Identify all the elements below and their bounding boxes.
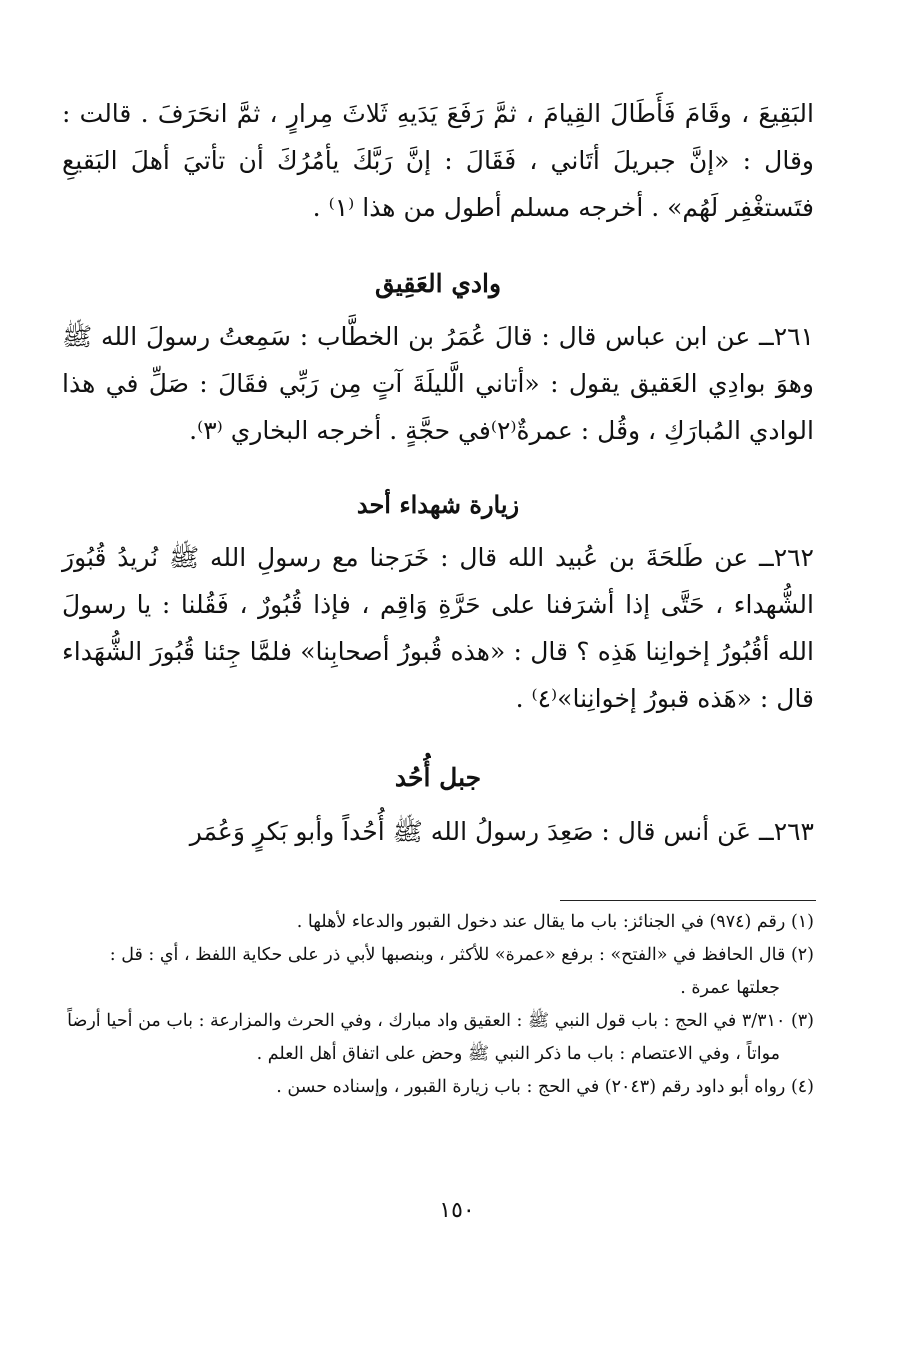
hadith-number: ٢٦١ــ [759, 322, 814, 351]
footnote-marker: (١) [790, 912, 814, 932]
footnote-1 [62, 906, 814, 939]
section-heading-shuhada-uhud: زيارة شهداء أحد [356, 490, 520, 519]
page-number: ١٥٠ [439, 1198, 475, 1223]
intro-line-2: وقال : «إنَّ جبريلَ أتَاني ، فَقَالَ : إنَّ رَبَّكَ يأمُرُكَ أن تأتيَ أهلَ البَقيعِ فتَستغْفِر [62, 146, 814, 222]
hadith-number: ٢٦٣ــ [759, 817, 814, 846]
footnote-text: رقم (٩٧٤) في الجنائز: باب ما يقال عند دخول القبور والدعاء لأهلها . [296, 912, 786, 932]
footnote-marker: (٣) [790, 1011, 814, 1031]
footnote-text: رواه أبو داود رقم (٢٠٤٣) في الحج : باب زيارة القبور ، وإسناده حسن . [276, 1077, 786, 1097]
hadith-262 [62, 534, 814, 722]
footnote-text: قال الحافظ في «الفتح» : برفع «عمرة» للأكثر ، وبنصبها لأبي ذر على حكاية اللفظ ، أي : قل : جعلتها عمرة . [109, 945, 786, 998]
hadith-263 [62, 808, 814, 855]
section-heading-wadi-al-aqiq: وادي العَقِيق [374, 269, 502, 298]
hadith-text: عن طَلحَةَ بن عُبيد الله قال : خَرَجنا مع رسولِ الله ﷺ نُريدُ قُبُورَ الشُّهداء ، حَتَّى إذا أشرَفنا على حَرَّةِ وَاقِم ، فإذا قُبُورٌ ، فَقُلنا : يا رسولَ الله أقُبُورُ إخوانِنا هَذِه ؟ قال : «هذه قُبورُ أصحابِنا» فلمَّا جِئنا قُبُورَ الشُّهَداء قال : «هَذه قبورُ إخوانِنا»⁽٤⁾ . [62, 543, 814, 713]
footnote-3 [62, 1005, 814, 1071]
footnote-text: ٣/٣١٠ في الحج : باب قول النبي ﷺ : العقيق واد مبارك ، وفي الحرث والمزارعة : باب من أحيا أرضاً مواتاً ، وفي الاعتصام : باب ما ذكر النبي ﷺ وحض على اتفاق أهل العلم . [67, 1011, 786, 1064]
hadith-number: ٢٦٢ــ [759, 543, 814, 572]
footnote-divider [560, 900, 816, 901]
hadith-text: عَن أنس قال : صَعِدَ رسولُ الله ﷺ أُحُداً وأبو بَكرٍ وَعُمَر [189, 817, 752, 846]
intro-line-3: لَهُم» . أخرجه مسلم أطول من هذا ⁽١⁾ . [312, 193, 719, 222]
intro-paragraph [62, 90, 814, 231]
section-heading-jabal-uhud: جبل أُحُد [394, 763, 482, 792]
footnote-4 [62, 1071, 814, 1104]
footnote-2 [62, 939, 814, 1005]
footnote-marker: (٤) [790, 1077, 814, 1097]
footnotes [62, 906, 814, 1104]
footnote-marker: (٢) [790, 945, 814, 965]
hadith-text: عن ابن عباس قال : قالَ عُمَرُ بن الخطَّاب : سَمِعتُ رسولَ الله ﷺ وهوَ بوادِي العَقيق يقول : «أتاني الَّليلَةَ آتٍ مِن رَبِّي فقَالَ : صَلِّ في هذا الوادي المُبارَكِ ، وقُل : عمرةٌ⁽٢⁾في حجَّةٍ . أخرجه البخاري ⁽٣⁾. [62, 322, 814, 445]
intro-line-1: البَقِيعَ ، وقَامَ فَأَطَالَ القِيامَ ، ثمَّ رَفَعَ يَدَيهِ ثَلاثَ مِرارٍ ، ثمَّ انحَرَفَ . قالت : [62, 99, 814, 128]
main-text [62, 90, 814, 855]
hadith-261 [62, 313, 814, 454]
